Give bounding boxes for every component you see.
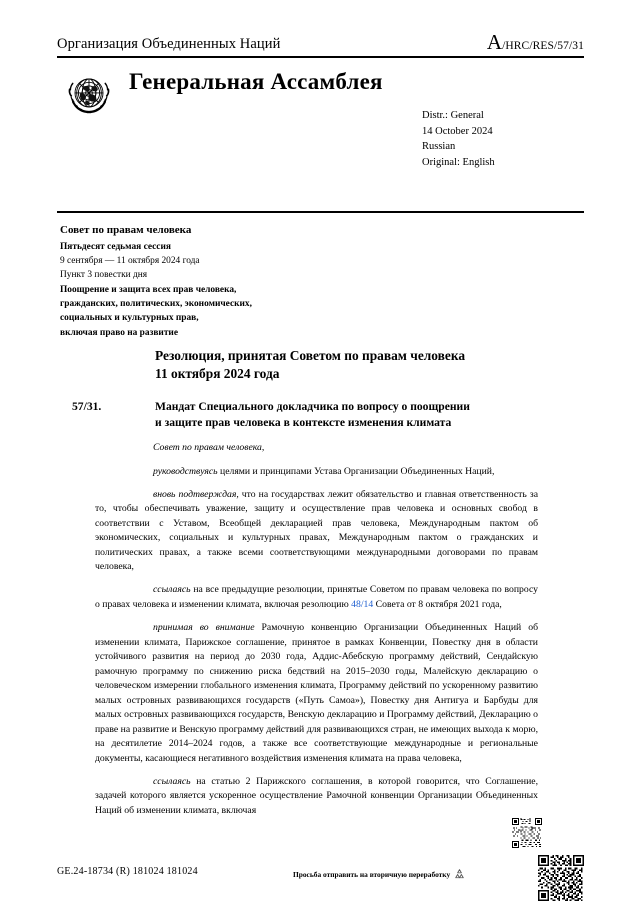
- header-main-row: [57, 64, 584, 168]
- qr-code-icon: [538, 855, 584, 901]
- distribution-block: [422, 108, 495, 170]
- footer-recycle-note: [293, 868, 466, 881]
- resolution-title-line1: Мандат Специального докладчика по вопросу о поощрении: [155, 400, 470, 413]
- council-block: [60, 222, 480, 340]
- body-paragraph: [95, 488, 538, 575]
- council-agenda-line: включая право на развитие: [60, 327, 178, 338]
- body-paragraph: [95, 441, 538, 456]
- footer-document-id: GE.24-18734 (R) 181024 181024: [57, 866, 198, 877]
- body-paragraph: [95, 775, 538, 819]
- body-paragraph: [95, 583, 538, 612]
- council-agenda-line: Поощрение и защита всех прав человека,: [60, 284, 237, 295]
- resolution-number: 57/31.: [72, 400, 102, 413]
- resolution-body: [95, 441, 538, 827]
- body-paragraph: [95, 621, 538, 766]
- body-italic-lead: ссылаясь: [153, 584, 191, 596]
- body-paragraph-text: Совета от 8 октября 2021 года,: [373, 598, 502, 610]
- resolution-reference-link[interactable]: 48/14: [351, 598, 374, 610]
- resolution-heading-line2: 11 октября 2024 года: [155, 366, 280, 382]
- body-italic-lead: Совет по правам человека,: [153, 442, 265, 453]
- un-emblem-icon: [61, 70, 117, 126]
- council-title: Совет по правам человека: [60, 224, 192, 236]
- assembly-title: Генеральная Ассамблея: [129, 69, 383, 94]
- distribution-original: Original: English: [422, 156, 495, 168]
- body-paragraph-text: на все предыдущие резолюции, принятые Советом по правам человека по вопросу о правах человека и изменении климата, включая резолюцию: [95, 584, 538, 610]
- recycle-text: Просьба отправить на вторичную переработку: [293, 870, 451, 879]
- council-agenda-line: социальных и культурных прав,: [60, 313, 199, 324]
- resolution-heading-line1: Резолюция, принятая Советом по правам человека: [155, 348, 466, 363]
- body-paragraph-text: целями и принципами Устава Организации Объединенных Наций,: [217, 465, 495, 477]
- council-dates: 9 сентября — 11 октября 2024 года: [60, 256, 200, 267]
- document-symbol: [487, 32, 584, 53]
- document-header: [57, 30, 584, 168]
- body-paragraph-text: на статью 2 Парижского соглашения, в которой говорится, что Соглашение, задачей которого является ускоренное осуществление Рамочной конвенции Организации Объединенных Наций об изменении климата, включая: [95, 775, 538, 817]
- council-agenda-item: Пункт 3 повестки дня: [60, 270, 148, 281]
- distribution-language: Russian: [422, 141, 456, 153]
- body-italic-lead: принимая во внимание: [153, 621, 255, 633]
- resolution-title-line2: и защите прав человека в контексте изменения климата: [155, 416, 452, 430]
- council-session: Пятьдесят седьмая сессия: [60, 241, 171, 252]
- council-divider: [57, 211, 584, 213]
- document-symbol-prefix: A: [486, 30, 503, 54]
- organization-name: Организация Объединенных Наций: [57, 36, 281, 53]
- distribution-line: Distr.: General: [422, 110, 484, 121]
- qr-code-icon: [512, 818, 542, 848]
- document-symbol-rest: /HRC/RES/57/31: [502, 40, 584, 52]
- recycle-icon: [453, 868, 466, 881]
- resolution-title-row: [72, 399, 572, 431]
- resolution-heading: [155, 347, 555, 383]
- body-paragraph: [95, 465, 538, 480]
- distribution-date: 14 October 2024: [422, 125, 493, 137]
- body-italic-lead: вновь подтверждая,: [153, 488, 239, 500]
- body-italic-lead: ссылаясь: [153, 775, 191, 787]
- body-italic-lead: руководствуясь: [153, 465, 218, 477]
- header-top-row: [57, 32, 584, 55]
- body-paragraph-text: Рамочную конвенцию Организации Объединенных Наций об изменении климата, Парижское соглашение, принятое в рамках Конвенции, Повестку дня в области устойчивого развития на период до 2030 года, Аддис-Абебскую программу действий, Сендайскую рамочную программу по снижению риска бедствий на 2015–2030 годы, Малейскую декларацию о человеческом измерении глобального изменения климата, Программу действий по ускоренному развитию малых островных развивающихся государств («Путь Самоа»), Повестку дня Антигуа и Барбуды для малых островных развивающихся государств, Венскую декларацию и Программу действий, Декларацию о праве на развитие и Венскую программу действий для развивающихся стран, не имеющих выхода к морю, на десятилетие 2014–2024 годов, а также все соответствующие международные и региональные документы, касающиеся негативного воздействия изменения климата на права человека,: [95, 621, 538, 764]
- header-divider: [57, 56, 584, 58]
- council-agenda-line: гражданских, политических, экономических,: [60, 298, 252, 309]
- body-paragraph-text: что на государствах лежит обязательство и главная ответственность за то, чтобы обеспечивать уважение, защиту и осуществление прав человека и основных свобод в соответствии с Уставом, Всеобщей декларацией прав человека, Международным пактом об экономических, социальных и культурных правах, Международным пактом о гражданских и политических правах, а также всеми соответствующими международными договорами по правам человека,: [95, 488, 538, 573]
